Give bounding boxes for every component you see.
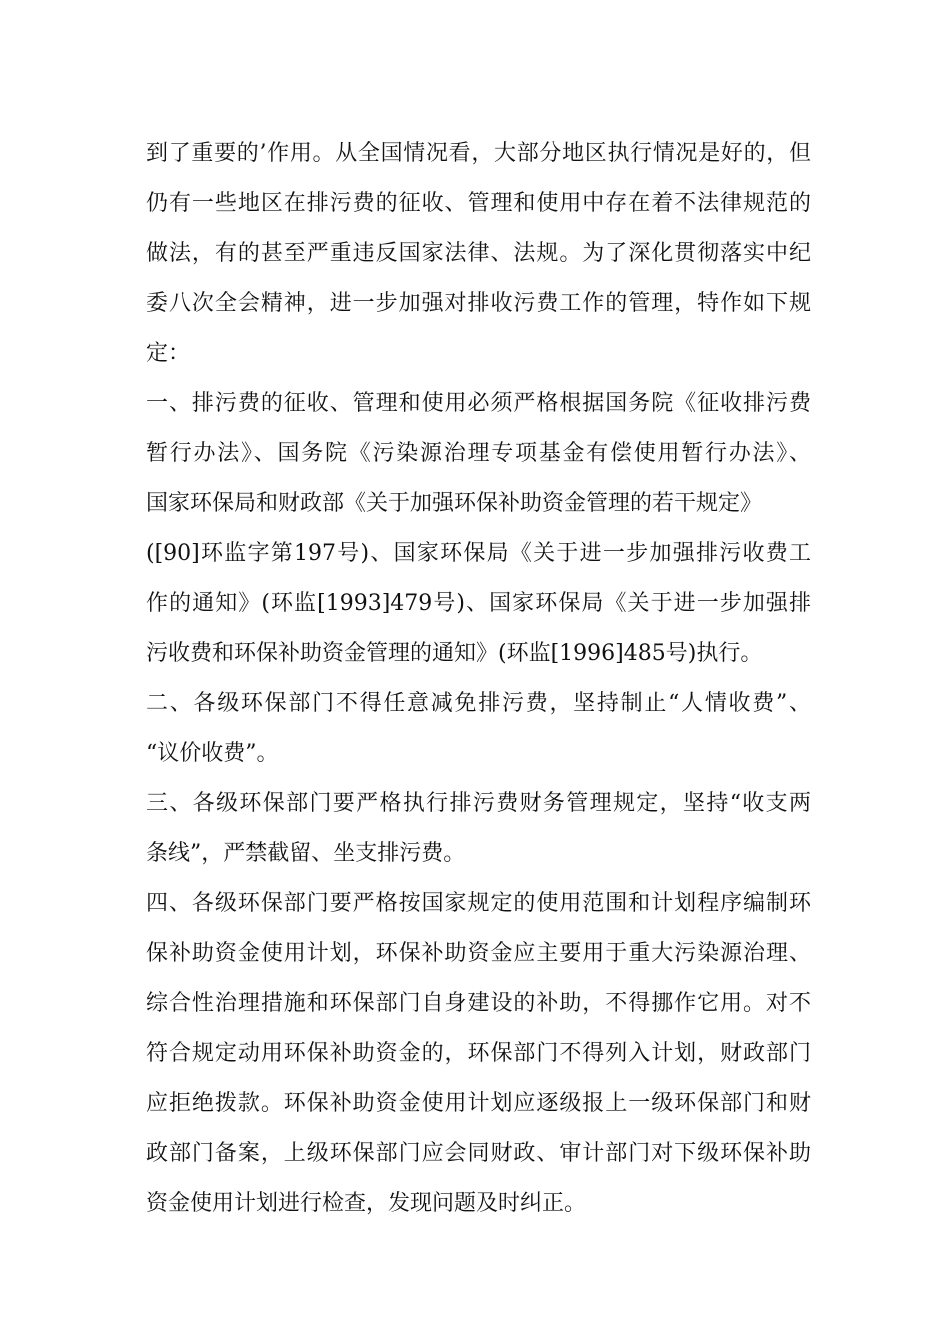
text-line: 作的通知》(环监[1993]479号)、国家环保局《关于进一步加强排 (146, 591, 811, 616)
document-body (146, 129, 811, 1229)
text-line: 污收费和环保补助资金管理的通知》(环监[1996]485号)执行。 (146, 641, 763, 666)
text-line: 四、各级环保部门要严格按国家规定的使用范围和计划程序编制环 (146, 891, 811, 916)
text-line: 应拒绝拨款。环保补助资金使用计划应逐级报上一级环保部门和财 (146, 1091, 811, 1116)
text-line: 国家环保局和财政部《关于加强环保补助资金管理的若干规定》 (146, 491, 763, 516)
text-line: “议价收费”。 (146, 741, 279, 766)
text-line: 委八次全会精神，进一步加强对排收污费工作的管理，特作如下规 (146, 291, 811, 316)
text-line: 综合性治理措施和环保部门自身建设的补助，不得挪作它用。对不 (146, 991, 811, 1016)
text-line: 到了重要的’作用。从全国情况看，大部分地区执行情况是好的，但 (146, 141, 811, 166)
text-line: 资金使用计划进行检查，发现问题及时纠正。 (146, 1191, 587, 1216)
text-line: 二、各级环保部门不得任意减免排污费，坚持制止“人情收费”、 (146, 691, 811, 716)
text-line: ([90]环监字第197号)、国家环保局《关于进一步加强排污收费工 (146, 541, 811, 566)
text-line: 定： (146, 341, 191, 366)
text-line: 政部门备案，上级环保部门应会同财政、审计部门对下级环保补助 (146, 1141, 811, 1166)
text-line: 仍有一些地区在排污费的征收、管理和使用中存在着不法律规范的 (146, 191, 811, 216)
text-line: 暂行办法》、国务院《污染源治理专项基金有偿使用暂行办法》、 (146, 441, 811, 466)
text-line: 符合规定动用环保补助资金的，环保部门不得列入计划，财政部门 (146, 1041, 811, 1066)
text-line: 保补助资金使用计划，环保补助资金应主要用于重大污染源治理、 (146, 941, 811, 966)
text-line: 做法，有的甚至严重违反国家法律、法规。为了深化贯彻落实中纪 (146, 241, 811, 266)
text-line: 条线”，严禁截留、坐支排污费。 (146, 841, 466, 866)
text-line: 一、排污费的征收、管理和使用必须严格根据国务院《征收排污费 (146, 391, 811, 416)
text-line: 三、各级环保部门要严格执行排污费财务管理规定，坚持“收支两 (146, 791, 811, 816)
